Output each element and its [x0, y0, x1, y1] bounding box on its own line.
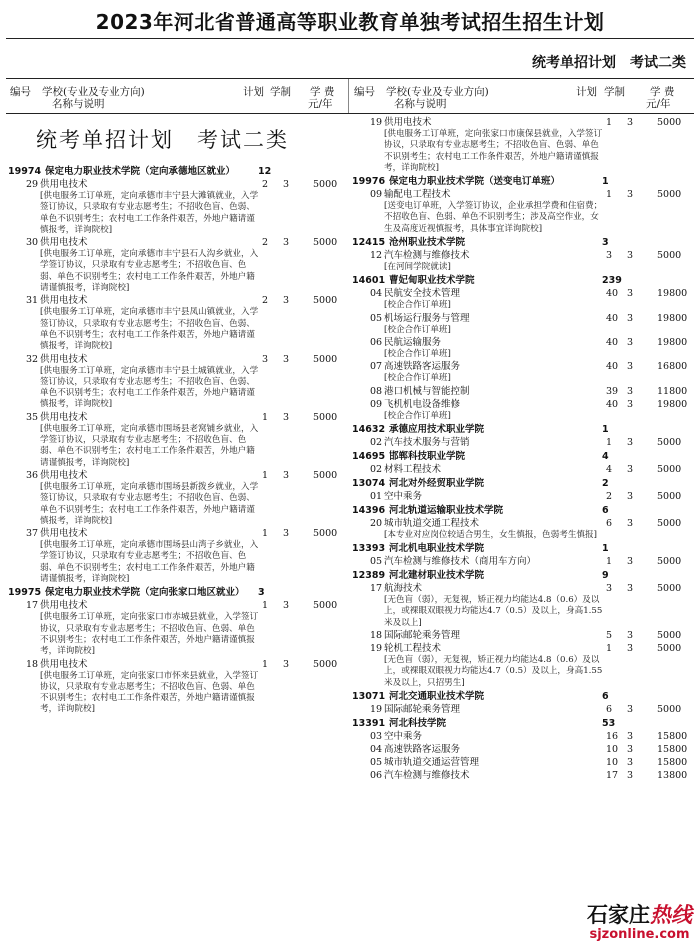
major-fee: 5000 — [313, 295, 338, 307]
major-years: 3 — [283, 658, 290, 670]
school-code: 13393 — [352, 543, 386, 555]
major-name: 输配电工程技术 — [384, 189, 451, 201]
major-plan: 1 — [606, 556, 613, 568]
major-years: 3 — [627, 517, 634, 529]
major-row — [8, 470, 348, 482]
major-row — [352, 189, 692, 201]
school-row — [352, 237, 692, 249]
school-row — [8, 587, 348, 599]
major-plan: 3 — [606, 583, 613, 595]
major-code: 17 — [370, 583, 383, 595]
major-code: 30 — [26, 237, 39, 249]
school-code: 14695 — [352, 450, 386, 462]
school-name: 河北建材职业技术学院 — [389, 570, 485, 582]
header-top-rule — [6, 78, 694, 79]
school-plan: 53 — [602, 717, 616, 729]
major-name: 飞机机电设备维修 — [384, 398, 461, 410]
major-plan: 2 — [262, 295, 269, 307]
logo-url: sjzonline.com — [589, 927, 690, 942]
major-fee: 5000 — [313, 179, 338, 190]
major-years: 3 — [627, 361, 634, 373]
major-name: 供用电技术 — [40, 469, 88, 481]
major-years: 3 — [627, 250, 634, 262]
major-plan: 1 — [606, 117, 613, 128]
major-note: [供电服务工订单班，定向承德市围场县新拨乡就业，入学签订协议，只录取有专业志愿考生；不招收色盲、色弱、单色不识别考生；农村电工工作条件艰苦，外地户籍请谨慎报考，详询院校] — [40, 481, 259, 526]
major-name: 供用电技术 — [40, 600, 88, 612]
major-plan: 1 — [262, 528, 269, 540]
major-fee: 15800 — [657, 743, 688, 755]
major-name: 供用电技术 — [40, 237, 88, 249]
major-name: 空中乘务 — [384, 730, 423, 742]
major-plan: 2 — [606, 490, 613, 502]
major-note: [供电服务工订单班，定向张家口市怀来县就业，入学签订协议，只录取有专业志愿考生；不招收色盲、色弱、单色不识别考生；农村电工工作条件艰苦，外地户籍请谨慎报考，详询院校] — [40, 670, 259, 715]
major-code: 19 — [370, 703, 383, 715]
header-years: 学制 — [604, 86, 625, 98]
major-fee: 11800 — [657, 385, 688, 397]
school-plan: 3 — [258, 587, 265, 599]
major-code: 05 — [370, 756, 383, 768]
school-row — [352, 570, 692, 582]
school-row — [352, 505, 692, 517]
school-row — [352, 478, 692, 490]
major-plan: 2 — [262, 237, 269, 249]
major-note: [供电服务工订单班，定向承德市丰宁县土城镇就业，入学签订协议，只录取有专业志愿考生；不招收色盲、色弱、单色不识别考生；农村电工工作条件艰苦，外地户籍请谨慎报考，详询院校] — [40, 365, 259, 410]
major-row — [352, 744, 692, 756]
major-plan: 1 — [606, 643, 613, 655]
major-fee: 5000 — [657, 463, 682, 475]
major-fee: 5000 — [657, 250, 682, 262]
major-code: 02 — [370, 436, 383, 448]
major-row — [352, 491, 692, 503]
header-years: 学制 — [270, 86, 291, 98]
school-row — [352, 176, 692, 188]
header-fee: 学 费 — [650, 86, 675, 98]
school-name: 保定电力职业技术学院（定向张家口地区就业） — [45, 587, 245, 599]
major-years: 3 — [283, 353, 290, 365]
school-row — [352, 424, 692, 436]
major-fee: 19800 — [657, 312, 688, 324]
major-row — [352, 399, 692, 411]
school-code: 19976 — [352, 176, 386, 188]
major-years: 3 — [283, 411, 290, 423]
major-code: 04 — [370, 743, 383, 755]
major-years: 3 — [627, 398, 634, 410]
major-code: 05 — [370, 556, 383, 568]
major-name: 轮机工程技术 — [384, 643, 442, 655]
major-fee: 5000 — [657, 517, 682, 529]
header-school: 学校(专业及专业方向) — [42, 86, 145, 98]
major-note: [供电服务工订单班，定向承德市丰宁县大滩镇就业，入学签订协议，只录取有专业志愿考生；不招收色盲、色弱、单色不识别考生；农村电工工作条件艰苦，外地户籍请谨慎报考，详询院校] — [40, 191, 259, 235]
major-fee: 19800 — [657, 288, 688, 300]
major-fee: 5000 — [657, 630, 682, 642]
school-row — [352, 451, 692, 463]
school-row — [352, 543, 692, 555]
major-code: 18 — [26, 658, 39, 670]
major-row — [352, 386, 692, 398]
major-plan: 5 — [606, 630, 613, 642]
major-row — [352, 361, 692, 373]
major-fee: 15800 — [657, 730, 688, 742]
major-row — [8, 295, 348, 307]
major-name: 汽车检测与维修技术（商用车方向） — [384, 556, 537, 568]
major-row — [8, 412, 348, 424]
school-plan: 12 — [258, 166, 272, 177]
major-fee: 5000 — [657, 583, 682, 595]
major-note: [在河间学院就读] — [384, 262, 451, 273]
major-years: 3 — [627, 756, 634, 768]
major-name: 材料工程技术 — [384, 463, 442, 475]
major-row — [8, 237, 348, 249]
major-fee: 16800 — [657, 361, 688, 373]
school-plan: 239 — [602, 275, 622, 287]
major-row — [8, 528, 348, 540]
major-plan: 3 — [606, 250, 613, 262]
major-years: 3 — [283, 600, 290, 612]
major-plan: 40 — [606, 288, 619, 300]
major-row — [8, 600, 348, 612]
major-years: 3 — [283, 295, 290, 307]
major-row — [352, 556, 692, 568]
school-name: 保定电力职业技术学院（定向承德地区就业） — [45, 166, 236, 177]
major-row — [352, 464, 692, 476]
header-fee-unit: 元/年 — [308, 98, 333, 110]
major-name: 汽车检测与维修技术 — [384, 250, 470, 262]
major-code: 37 — [26, 528, 39, 540]
major-code: 29 — [26, 179, 39, 190]
major-code: 01 — [370, 490, 383, 502]
major-fee: 5000 — [657, 436, 682, 448]
major-name: 国际邮轮乘务管理 — [384, 703, 461, 715]
major-plan: 10 — [606, 756, 619, 768]
major-code: 19 — [370, 643, 383, 655]
major-row — [352, 704, 692, 716]
major-plan: 6 — [606, 703, 613, 715]
right-column — [352, 116, 692, 782]
major-fee: 5000 — [313, 600, 338, 612]
major-note: [校企合作订单班] — [384, 373, 451, 384]
major-fee: 5000 — [313, 658, 338, 670]
major-fee: 5000 — [657, 490, 682, 502]
major-years: 3 — [627, 189, 634, 201]
school-name: 河北轨道运输职业技术学院 — [389, 504, 504, 516]
header-plan: 计划 — [576, 86, 597, 98]
major-plan: 40 — [606, 312, 619, 324]
major-plan: 39 — [606, 385, 619, 397]
major-fee: 5000 — [657, 556, 682, 568]
major-row — [352, 313, 692, 325]
major-plan: 17 — [606, 769, 619, 781]
school-code: 14601 — [352, 275, 386, 287]
major-note: [供电服务工订单班，定向承德市丰宁县石人沟乡就业，入学签订协议，只录取有专业志愿考生；不招收色盲、色弱、单色不识别考生；农村电工工作条件艰苦，外地户籍请谨慎报考，详询院校] — [40, 249, 259, 294]
major-code: 20 — [370, 517, 383, 529]
major-years: 3 — [627, 730, 634, 742]
header-code: 编号 — [10, 86, 31, 98]
major-name: 空中乘务 — [384, 490, 423, 502]
header-bottom-rule — [6, 113, 694, 114]
school-plan: 2 — [602, 477, 609, 489]
major-plan: 6 — [606, 517, 613, 529]
major-code: 06 — [370, 336, 383, 348]
major-code: 05 — [370, 312, 383, 324]
major-row — [352, 731, 692, 743]
major-row — [8, 354, 348, 366]
major-fee: 19800 — [657, 398, 688, 410]
major-code: 02 — [370, 463, 383, 475]
school-row — [352, 275, 692, 287]
major-name: 机场运行服务与管理 — [384, 312, 470, 324]
major-note: [供电服务工订单班，定向张家口市赤城县就业，入学签订协议，只录取有专业志愿考生；不招收色盲、色弱、单色不识别考生；农村电工工作条件艰苦，外地户籍请谨慎报考，详询院校] — [40, 612, 259, 657]
major-years: 3 — [627, 385, 634, 397]
major-code: 31 — [26, 295, 39, 307]
major-name: 城市轨道交通运营管理 — [384, 756, 480, 768]
major-note: [校企合作订单班] — [384, 300, 451, 311]
major-plan: 1 — [262, 411, 269, 423]
major-plan: 1 — [262, 658, 269, 670]
major-row — [352, 518, 692, 530]
major-note: [供电服务工订单班，定向承德市丰宁县凤山镇就业，入学签订协议，只录取有专业志愿考生；不招收色盲、色弱、单色不识别考生；农村电工工作条件艰苦，外地户籍请谨慎报考，详询院校] — [40, 307, 259, 352]
major-row — [352, 437, 692, 449]
major-row — [352, 250, 692, 262]
major-row — [352, 770, 692, 782]
header-school: 学校(专业及专业方向) — [386, 86, 489, 98]
school-name: 河北交通职业技术学院 — [389, 690, 485, 702]
major-years: 3 — [627, 436, 634, 448]
major-name: 供用电技术 — [40, 295, 88, 307]
major-code: 09 — [370, 398, 383, 410]
major-code: 36 — [26, 469, 39, 481]
major-note: [校企合作订单班] — [384, 410, 451, 421]
major-code: 06 — [370, 769, 383, 781]
school-name: 承德应用技术职业学院 — [389, 423, 485, 435]
major-name: 民航运输服务 — [384, 336, 442, 348]
school-name: 曹妃甸职业技术学院 — [389, 275, 475, 287]
major-plan: 3 — [262, 353, 269, 365]
major-code: 18 — [370, 630, 383, 642]
major-row — [352, 643, 692, 655]
major-row — [352, 583, 692, 595]
major-fee: 5000 — [657, 117, 682, 128]
major-note: [供电服务工订单班，定向张家口市康保县就业，入学签订协议，只录取有专业志愿考生；不招收色盲、色弱、单色不识别考生；农村电工工作条件艰苦，外地户籍请谨慎报考，详询院校] — [384, 129, 603, 173]
school-code: 12389 — [352, 570, 386, 582]
header-divider — [348, 79, 349, 113]
major-code: 35 — [26, 411, 39, 423]
major-note: [本专业对应岗位较适合男生，女生慎报，色弱考生慎报] — [384, 529, 597, 540]
major-row — [352, 630, 692, 642]
major-name: 供用电技术 — [40, 528, 88, 540]
school-code: 14396 — [352, 504, 386, 516]
header-fee-unit: 元/年 — [646, 98, 671, 110]
major-name: 城市轨道交通工程技术 — [384, 517, 480, 529]
major-fee: 5000 — [313, 528, 338, 540]
major-years: 3 — [627, 490, 634, 502]
school-plan: 6 — [602, 690, 609, 702]
major-fee: 5000 — [657, 643, 682, 655]
major-name: 汽车检测与维修技术 — [384, 769, 470, 781]
major-fee: 15800 — [657, 756, 688, 768]
header-code: 编号 — [354, 86, 375, 98]
major-fee: 5000 — [657, 703, 682, 715]
page-title: 2023年河北省普通高等职业教育单独考试招生招生计划 — [95, 10, 605, 34]
major-fee: 5000 — [657, 189, 682, 201]
major-plan: 1 — [606, 436, 613, 448]
major-name: 供用电技术 — [40, 179, 88, 190]
school-row — [352, 691, 692, 703]
major-years: 3 — [627, 743, 634, 755]
school-name: 河北科技学院 — [389, 717, 447, 729]
major-note: [供电服务工订单班，定向承德市围场县山湾子乡就业，入学签订协议，只录取有专业志愿考生；不招收色盲、色弱、单色不识别考生；农村电工工作条件艰苦，外地户籍请谨慎报考，详询院校] — [40, 540, 259, 585]
major-code: 17 — [26, 600, 39, 612]
major-fee: 5000 — [313, 411, 338, 423]
major-row — [352, 337, 692, 349]
left-column — [8, 116, 348, 717]
major-code: 19 — [370, 117, 383, 128]
major-plan: 40 — [606, 361, 619, 373]
major-row — [8, 659, 348, 671]
header-plan: 计划 — [243, 86, 264, 98]
major-note: [送变电订单班，入学签订协议，企业承担学费和住宿费；不招收色盲、色弱、单色不识别考生；涉及高空作业，女生及高度近视慎报考，具体事宜详询院校] — [384, 201, 603, 234]
school-name: 河北机电职业技术学院 — [389, 543, 485, 555]
major-years: 3 — [283, 237, 290, 249]
school-code: 13391 — [352, 717, 386, 729]
major-row — [352, 757, 692, 769]
school-plan: 3 — [602, 237, 609, 249]
school-code: 12415 — [352, 237, 386, 249]
major-name: 供用电技术 — [40, 353, 88, 365]
major-years: 3 — [627, 117, 634, 128]
major-note: [校企合作订单班] — [384, 324, 451, 335]
major-name: 供用电技术 — [384, 117, 432, 128]
school-plan: 1 — [602, 423, 609, 435]
major-years: 3 — [627, 463, 634, 475]
major-name: 国际邮轮乘务管理 — [384, 630, 461, 642]
school-name: 保定电力职业技术学院（送变电订单班） — [389, 176, 561, 188]
major-plan: 40 — [606, 336, 619, 348]
major-name: 高速铁路客运服务 — [384, 743, 461, 755]
logo-text: 石家庄热线 — [587, 903, 692, 927]
major-years: 3 — [283, 528, 290, 540]
major-fee: 5000 — [313, 469, 338, 481]
school-code: 13074 — [352, 477, 386, 489]
major-plan: 1 — [262, 469, 269, 481]
school-code: 19975 — [8, 587, 42, 599]
major-years: 3 — [627, 556, 634, 568]
major-years: 3 — [627, 583, 634, 595]
header-name: 名称与说明 — [52, 98, 105, 110]
school-plan: 9 — [602, 570, 609, 582]
major-row — [8, 179, 348, 191]
major-fee: 5000 — [313, 237, 338, 249]
school-code: 13071 — [352, 690, 386, 702]
major-code: 08 — [370, 385, 383, 397]
major-years: 3 — [283, 179, 290, 190]
major-years: 3 — [627, 312, 634, 324]
school-row — [8, 166, 348, 178]
major-years: 3 — [627, 643, 634, 655]
major-name: 汽车技术服务与营销 — [384, 436, 470, 448]
header-fee: 学 费 — [310, 86, 335, 98]
major-fee: 13800 — [657, 769, 688, 781]
school-row — [352, 718, 692, 730]
major-note: [无色盲（弱），无复视，矫正视力均能达4.8（0.6）及以上，或裸眼双眼视力均能达4.7（0.5）及以上，身高1.55米及以上] — [384, 595, 603, 628]
major-plan: 10 — [606, 743, 619, 755]
major-note: [校企合作订单班] — [384, 348, 451, 359]
site-logo — [587, 899, 692, 942]
major-row — [352, 117, 692, 129]
major-fee: 5000 — [313, 353, 338, 365]
school-plan: 1 — [602, 176, 609, 188]
section-title: 统考单招计划 考试二类 — [36, 128, 289, 152]
school-name: 河北对外经贸职业学院 — [389, 477, 485, 489]
major-name: 民航安全技术管理 — [384, 288, 461, 300]
school-name: 邯郸科技职业学院 — [389, 450, 466, 462]
major-years: 3 — [627, 769, 634, 781]
school-code: 14632 — [352, 423, 386, 435]
major-code: 04 — [370, 288, 383, 300]
major-code: 09 — [370, 189, 383, 201]
major-years: 3 — [627, 703, 634, 715]
major-plan: 1 — [262, 600, 269, 612]
major-plan: 1 — [606, 189, 613, 201]
school-code: 19974 — [8, 166, 42, 177]
major-plan: 40 — [606, 398, 619, 410]
header-name: 名称与说明 — [394, 98, 447, 110]
major-row — [352, 288, 692, 300]
major-code: 12 — [370, 250, 383, 262]
school-plan: 4 — [602, 450, 609, 462]
school-plan: 6 — [602, 504, 609, 516]
major-plan: 4 — [606, 463, 613, 475]
major-years: 3 — [283, 469, 290, 481]
major-years: 3 — [627, 336, 634, 348]
page-subtitle: 统考单招计划 考试二类 — [532, 55, 686, 71]
major-name: 高速铁路客运服务 — [384, 361, 461, 373]
major-name: 供用电技术 — [40, 411, 88, 423]
major-years: 3 — [627, 288, 634, 300]
school-plan: 1 — [602, 543, 609, 555]
major-fee: 19800 — [657, 336, 688, 348]
major-name: 港口机械与智能控制 — [384, 385, 470, 397]
school-name: 沧州职业技术学院 — [389, 237, 466, 249]
major-name: 供用电技术 — [40, 658, 88, 670]
major-name: 航海技术 — [384, 583, 423, 595]
major-plan: 2 — [262, 179, 269, 190]
major-note: [供电服务工订单班，定向承德市围场县老窝铺乡就业，入学签订协议，只录取有专业志愿考生；不招收色盲、色弱、单色不识别考生；农村电工工作条件艰苦，外地户籍请谨慎报考，详询院校] — [40, 423, 259, 468]
major-years: 3 — [627, 630, 634, 642]
major-note: [无色盲（弱），无复视，矫正视力均能达4.8（0.6）及以上，或裸眼双眼视力均能达4.7（0.5）及以上，身高1.55米及以上，只招男生] — [384, 655, 603, 688]
major-plan: 16 — [606, 730, 619, 742]
major-code: 07 — [370, 361, 383, 373]
major-code: 32 — [26, 353, 39, 365]
title-rule — [6, 38, 694, 39]
major-code: 03 — [370, 730, 383, 742]
